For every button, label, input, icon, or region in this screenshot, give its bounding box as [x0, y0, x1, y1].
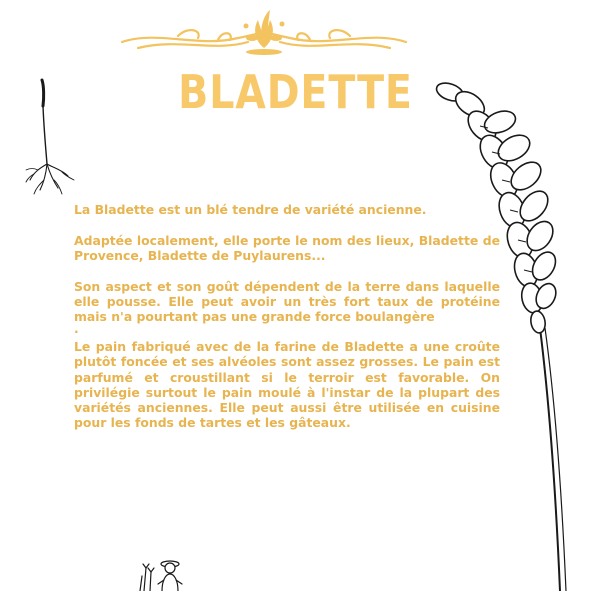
paragraph-intro: La Bladette est un blé tendre de variété ancienne. — [74, 202, 427, 217]
paragraph-bread: Le pain fabriqué avec de la farine de Bladette a une croûte plutôt foncée et ses alvéoles sont assez grosses. Le pain est parfumé et croustillant si le terroir est favorable. On privilégie surtout le pain moulé à l'instar de la plupart des variétés anciennes. Elle peut aussi être utilisée en cuisine pour les fonds de tartes et les gâteaux. — [74, 339, 500, 431]
description-text — [74, 202, 500, 446]
ornament-flourish-icon — [118, 8, 410, 56]
page-title: BLADETTE — [178, 65, 413, 119]
wheat-sprout-icon — [22, 76, 78, 198]
farmer-figure-icon — [136, 556, 192, 591]
paragraph-origin: Adaptée localement, elle porte le nom des lieux, Bladette de Provence, Bladette de Puylaurens... — [74, 232, 500, 263]
paragraph-dot: . — [74, 321, 79, 337]
paragraph-aspect: Son aspect et son goût dépendent de la terre dans laquelle elle pousse. Elle peut avoir un très fort taux de protéine mais n'a pourtant pas une grande force boulangère — [74, 278, 500, 325]
